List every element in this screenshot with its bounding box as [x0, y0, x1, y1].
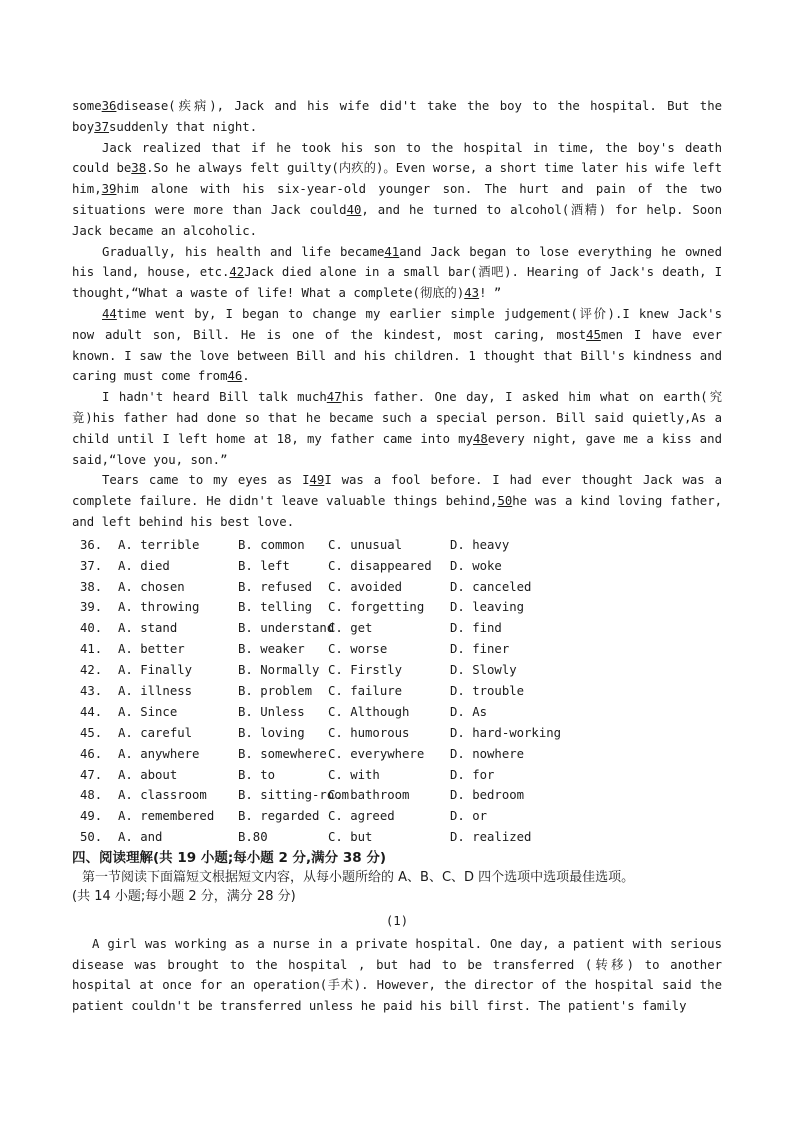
paragraph-4: 44time went by, I began to change my earlier simple judgement(评价).I knew Jack's now adult son, Bill. He is one of the kindest, most caring, most45men I have ever known. I saw the love between Bill and his children. 1 thought that Bill's kindness and caring must come from46. [72, 306, 722, 384]
option-c: C. Firstly [328, 663, 403, 678]
option-c: C. Although [328, 704, 410, 719]
option-a: A. about [118, 767, 178, 782]
option-b: B. somewhere [238, 746, 327, 761]
blank-46: 46 [227, 369, 243, 384]
option-d: D. canceled [450, 579, 532, 594]
option-d: D. trouble [450, 683, 525, 698]
paragraph-6: Tears came to my eyes as I49I was a fool before. I had ever thought Jack was a complete failure. He didn't leave valuable things behind,50he was a kind loving father, and left behind his best love. [72, 473, 722, 529]
option-a: A. better [118, 642, 185, 657]
blank-49: 49 [309, 473, 325, 488]
blank-38: 38 [131, 161, 147, 176]
option-b: B. common [238, 537, 305, 552]
document-page [72, 96, 722, 1016]
option-b: B. understand [238, 621, 335, 636]
option-b: B. weaker [238, 642, 305, 657]
option-b: B. telling [238, 600, 313, 615]
option-d: D. hard-working [450, 725, 562, 740]
option-row: 50. A. and B.80 C. but D. realized [72, 827, 722, 848]
section-heading: 四、阅读理解(共 19 小题;每小题 2 分,满分 38 分) [72, 850, 387, 867]
option-row: 39. A. throwing B. telling C. forgetting D. leaving [72, 597, 722, 618]
option-b: B. problem [238, 683, 313, 698]
blank-41: 41 [384, 244, 400, 259]
options-list [72, 535, 722, 848]
option-d: D. realized [450, 830, 532, 845]
option-c: C. avoided [328, 579, 403, 594]
option-d: D. heavy [450, 537, 510, 552]
option-a: A. illness [118, 683, 193, 698]
option-row: 48. A. classroom B. sitting-room C. bathroom D. bedroom [72, 785, 722, 806]
paragraph-5: I hadn't heard Bill talk much47his father. One day, I asked him what on earth(究竟)his father had done so that he became such a special person. Bill said quietly,As a child until I left home at 18, my father came into my48every night, gave me a kiss and said,“love you, son.” [72, 390, 722, 467]
option-a: A. anywhere [118, 746, 200, 761]
option-d: D. or [450, 809, 488, 824]
option-a: A. chosen [118, 579, 185, 594]
option-b: B. Unless [238, 704, 305, 719]
option-row: 42. A. Finally B. Normally C. Firstly D. Slowly [72, 660, 722, 681]
option-c: C. disappeared [328, 558, 432, 573]
option-b: B. left [238, 558, 290, 573]
option-row: 36. A. terrible B. common C. unusual D. heavy [72, 535, 722, 556]
section-instruction: 第一节阅读下面篇短文根据短文内容，从每小题所给的 A、B、C、D 四个选项中选项最佳选项。 [82, 870, 635, 886]
option-b: B. Normally [238, 663, 320, 678]
blank-39: 39 [101, 182, 117, 197]
option-c: C. everywhere [328, 746, 425, 761]
blank-48: 48 [472, 431, 488, 446]
option-row: 49. A. remembered B. regarded C. agreed D. or [72, 806, 722, 827]
option-row: 44. A. Since B. Unless C. Although D. As [72, 702, 722, 723]
blank-40: 40 [346, 202, 362, 217]
blank-37: 37 [94, 119, 110, 134]
option-d: D. bedroom [450, 788, 525, 803]
option-a: A. died [118, 558, 170, 573]
paragraph-3: Gradually, his health and life became41and Jack began to lose everything he owned his land, house, etc.42Jack died alone in a small bar(酒吧). Hearing of Jack's death, I thought,“What a waste of life! What a complete(彻底的)43! ” [72, 244, 722, 301]
option-a: A. and [118, 830, 163, 845]
passage-number: (1) [385, 914, 409, 929]
option-c: C. bathroom [328, 788, 410, 803]
option-a: A. stand [118, 621, 178, 636]
blank-43: 43 [464, 286, 480, 301]
option-d: D. woke [450, 558, 502, 573]
blank-44: 44 [102, 306, 117, 321]
option-d: D. As [450, 704, 488, 719]
option-d: D. Slowly [450, 663, 517, 678]
option-b: B. loving [238, 725, 305, 740]
option-c: C. unusual [328, 537, 403, 552]
option-row: 37. A. died B. left C. disappeared D. woke [72, 556, 722, 577]
blank-47: 47 [326, 390, 342, 405]
option-c: C. failure [328, 683, 403, 698]
option-b: B.80 [238, 830, 268, 845]
option-c: C. agreed [328, 809, 395, 824]
option-row: 46. A. anywhere B. somewhere C. everywhere D. nowhere [72, 744, 722, 765]
option-a: A. classroom [118, 788, 207, 803]
option-c: C. humorous [328, 725, 410, 740]
option-row: 38. A. chosen B. refused C. avoided D. canceled [72, 577, 722, 598]
option-a: A. remembered [118, 809, 215, 824]
option-a: A. terrible [118, 537, 200, 552]
option-d: D. nowhere [450, 746, 525, 761]
option-b: B. refused [238, 579, 313, 594]
option-a: A. careful [118, 725, 193, 740]
option-d: D. leaving [450, 600, 525, 615]
option-row: 40. A. stand B. understand C. get D. find [72, 618, 722, 639]
reading-passage: A girl was working as a nurse in a private hospital. One day, a patient with serious disease was brought to the hospital , but had to be transferred (转移) to another hospital at once for an operation(手术). However, the director of the hospital said the patient couldn't be transferred unless he paid his bill first. The patient's family [72, 937, 722, 1013]
paragraph-2: Jack realized that if he took his son to the hospital in time, the boy's death could be38.So he always felt guilty(内疚的)。Even worse, a short time later his wife left him,39him alone with his six-year-old younger son. The hurt and pain of the two situations were more than Jack could40, and he turned to alcohol(酒精) for help. Soon Jack became an alcoholic. [72, 140, 723, 238]
blank-42: 42 [229, 265, 245, 280]
blank-50: 50 [497, 494, 513, 509]
option-row: 41. A. better B. weaker C. worse D. finer [72, 639, 722, 660]
option-row: 45. A. careful B. loving C. humorous D. hard-working [72, 723, 722, 744]
option-c: C. get [328, 621, 373, 636]
option-c: C. worse [328, 642, 388, 657]
option-a: A. Finally [118, 663, 193, 678]
option-row: 43. A. illness B. problem C. failure D. trouble [72, 681, 722, 702]
option-b: B. regarded [238, 809, 320, 824]
option-d: D. find [450, 621, 502, 636]
option-b: B. to [238, 767, 276, 782]
option-a: A. Since [118, 704, 178, 719]
option-b: B. sitting-room [238, 788, 350, 803]
option-a: A. throwing [118, 600, 200, 615]
blank-45: 45 [586, 327, 601, 342]
option-c: C. forgetting [328, 600, 425, 615]
option-d: D. for [450, 767, 495, 782]
option-row: 47. A. about B. to C. with D. for [72, 765, 722, 786]
paragraph-1: some36disease(疾病), Jack and his wife did't take the boy to the hospital. But the boy37suddenly that night. [72, 99, 722, 134]
option-c: C. with [328, 767, 380, 782]
option-d: D. finer [450, 642, 510, 657]
section-subnote: (共 14 小题;每小题 2 分，满分 28 分) [72, 889, 296, 905]
option-c: C. but [328, 830, 373, 845]
blank-36: 36 [101, 99, 117, 113]
